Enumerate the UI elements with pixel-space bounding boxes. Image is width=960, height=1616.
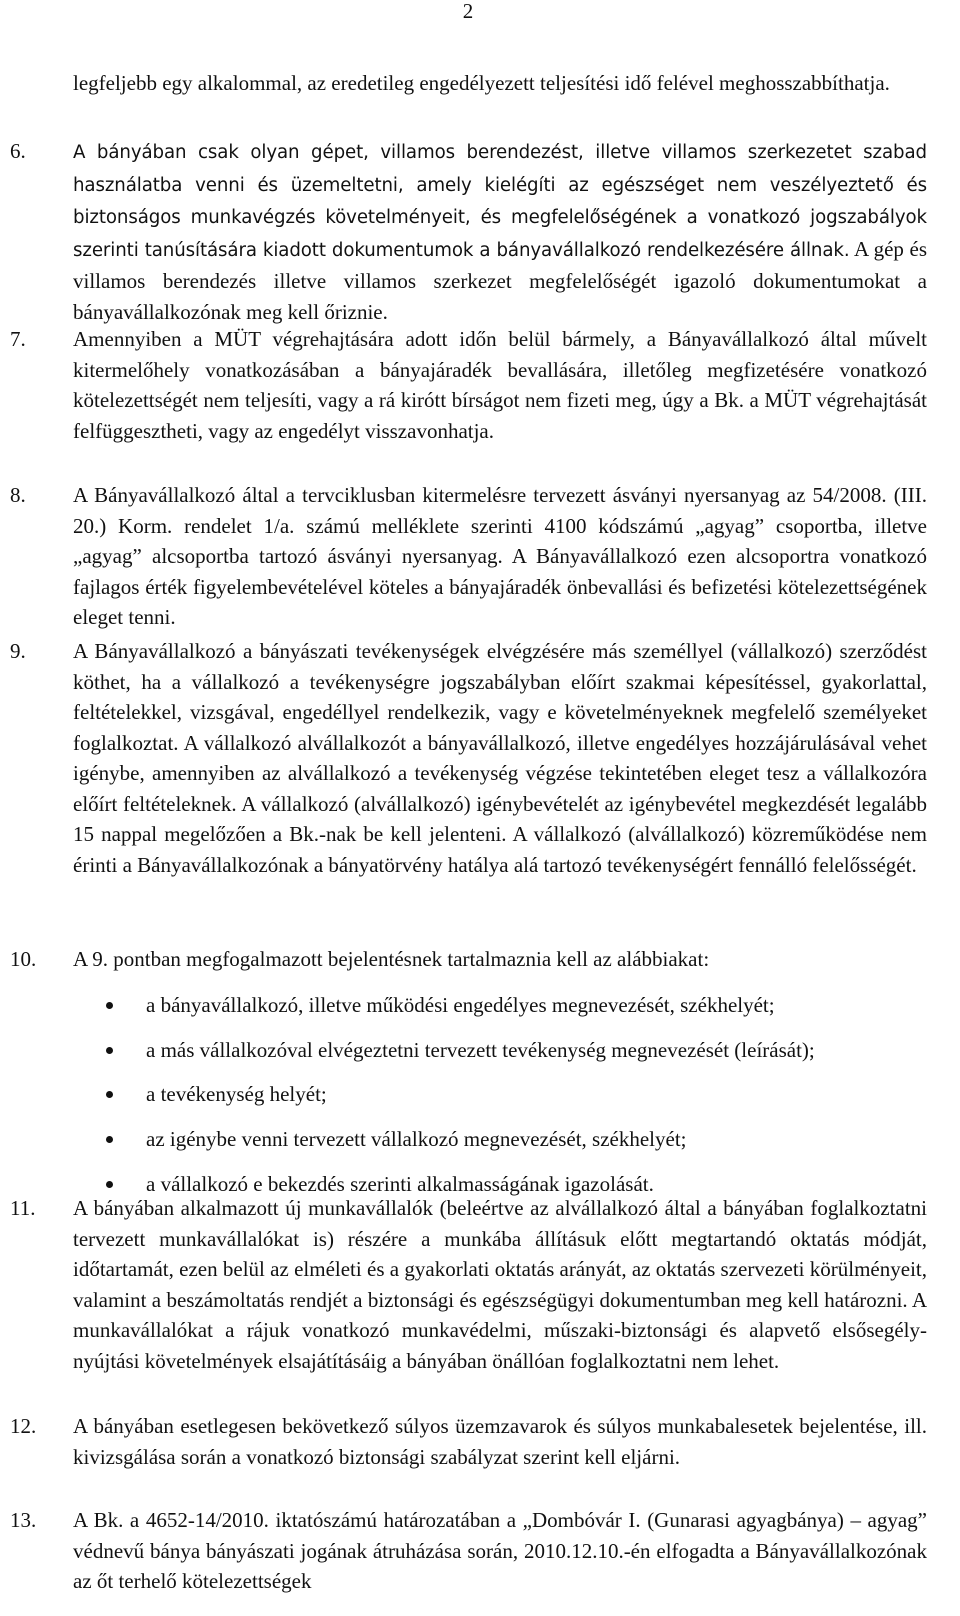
bullet-icon [106, 1091, 113, 1098]
bullet-icon [106, 1181, 113, 1188]
section-body [73, 480, 927, 633]
section-9 [10, 636, 927, 880]
bullet-icon [106, 1047, 113, 1054]
section-number: 10. [10, 947, 37, 971]
bullet-icon [106, 1002, 113, 1009]
section-7 [10, 324, 927, 446]
list-item [104, 1079, 927, 1110]
section-number: 11. [10, 1196, 36, 1220]
section-text: A Bányavállalkozó a bányászati tevékenységek elvégzésére más személlyel (vállalkozó) szerződést köthet, ha a vállalkozó a tevékenységre jogszabályban előírt szakmai képesítéssel, gyakorlattal, feltételekkel, vizsgával, engedéllyel rendelkezik, vagy e követelményeknek megfelelő személyeket foglalkoztat. A vállalkozó alvállalkozót a bányavállalkozó, illetve engedélyes hozzájárulásával vehet igénybe, amennyiben az alvállalkozó a tevékenység végzése tekintetében eleget tesz a vállalkozóra előírt feltételeknek. A vállalkozó (alvállalkozó) igénybevételét az igénybevétel megkezdését legalább 15 nappal megelőzően a Bk.-nak be kell jelenteni. A vállalkozó (alvállalkozó) közreműködése nem érinti a Bányavállalkozónak a bányatörvény hatálya alá tartozó tevékenységért fennálló felelősségét. [73, 639, 927, 877]
section-text-sans: A bányában csak olyan gépet, villamos berendezést, illetve villamos szerkezetet szabad használatba venni és üzemeltetni, amely kielégíti az egészséget nem veszélyeztető és biztonságos munkavégzés követelményeit, és megfelelőségének a vonatkozó jogszabályok szerinti tanúsítására kiadott dokumentumok a bányavállalkozó rendelkezésére állnak. [73, 142, 927, 261]
section-11 [10, 1193, 927, 1376]
list-item [104, 1124, 927, 1155]
section-text: A 9. pontban megfogalmazott bejelentésnek tartalmaznia kell az alábbiakat: [73, 947, 710, 971]
section-text: A Bányavállalkozó által a tervciklusban kitermelésre tervezett ásványi nyersanyag az 54/2008. (III. 20.) Korm. rendelet 1/a. számú melléklete szerinti 4100 kódszámú „agyag” csoportba, illetve „agyag” alcsoportba tartozó ásványi nyersanyag. A Bányavállalkozó ezen alcsoportra vonatkozó fajlagos érték figyelembevételével köteles a bányajáradék önbevallási és befizetési kötelezettségének eleget tenni. [73, 483, 927, 629]
section-body [73, 944, 927, 975]
section-10 [10, 944, 927, 975]
section-number: 7. [10, 327, 26, 351]
section-12 [10, 1411, 927, 1472]
bullet-icon [106, 1136, 113, 1143]
section-body [73, 1193, 927, 1376]
section-body [73, 136, 927, 327]
section-6 [10, 136, 927, 327]
section-text: A Bk. a 4652-14/2010. iktatószámú határozatában a „Dombóvár I. (Gunarasi agyagbánya) – agyag” védnevű bánya bányászati jogának átruházása során, 2010.12.10.-én elfogadta a Bányavállalkozónak az őt terhelő kötelezettségek [73, 1508, 927, 1593]
section-number: 8. [10, 483, 26, 507]
page-number: 2 [462, 0, 474, 23]
continuation-paragraph [73, 68, 927, 99]
continuation-text: legfeljebb egy alkalommal, az eredetileg engedélyezett teljesítési idő felével meghosszabbíthatja. [73, 71, 890, 95]
section-number: 6. [10, 139, 26, 163]
section-body [73, 324, 927, 446]
section-text: A gép és villamos berendezés illetve villamos szerkezet megfelelőségét igazoló dokumentumokat a bányavállalkozónak meg kell őriznie. [73, 236, 927, 324]
section-body [73, 1411, 927, 1472]
list-item-text: a más vállalkozóval elvégeztetni tervezett tevékenység megnevezését (leírását); [146, 1037, 815, 1062]
list-item-text: a vállalkozó e bekezdés szerinti alkalmasságának igazolását. [146, 1171, 654, 1196]
list-item [104, 990, 927, 1021]
section-text: A bányában esetlegesen bekövetkező súlyos üzemzavarok és súlyos munkabalesetek bejelentése, ill. kivizsgálása során a vonatkozó biztonsági szabályzat szerint kell eljárni. [73, 1414, 927, 1469]
list-item-text: a bányavállalkozó, illetve működési engedélyes megnevezését, székhelyét; [146, 993, 775, 1017]
list-item [104, 1035, 927, 1066]
list-item-text: a tevékenység helyét; [146, 1082, 327, 1107]
section-number: 13. [10, 1508, 37, 1532]
section-13 [10, 1505, 927, 1597]
section-body [73, 636, 927, 880]
section-number: 12. [10, 1414, 37, 1438]
section-body [73, 1505, 927, 1597]
section-text: Amennyiben a MÜT végrehajtására adott időn belül bármely, a Bányavállalkozó által művelt kitermelőhely vonatkozásában a bányajáradék bevallására, illetőleg megfizetésére vonatkozó kötelezettségét nem teljesíti, vagy a rá kirótt bírságot nem fizeti meg, úgy a Bk. a MÜT végrehajtását felfüggesztheti, vagy az engedélyt visszavonhatja. [73, 327, 927, 443]
section-8 [10, 480, 927, 633]
bullet-list [104, 990, 927, 1213]
section-number: 9. [10, 639, 26, 663]
list-item-text: az igénybe venni tervezett vállalkozó megnevezését, székhelyét; [146, 1127, 687, 1152]
section-text: A bányában alkalmazott új munkavállalók (beleértve az alvállalkozó által a bányában foglalkoztatni tervezett munkavállalókat is) részére a munkába állításuk előtt megtartandó oktatás módját, időtartamát, ezen belül az elméleti és a gyakorlati oktatás arányát, az oktatás szervezeti körülményeit, valamint a beszámoltatás rendjét a biztonsági és egészségügyi dokumentumban meg kell határozni. A munkavállalókat a rájuk vonatkozó munkavédelmi, műszaki-biztonsági és alapvető elsősegély-nyújtási követelmények elsajátításáig a bányában önállóan foglalkoztatni nem lehet. [73, 1196, 927, 1373]
